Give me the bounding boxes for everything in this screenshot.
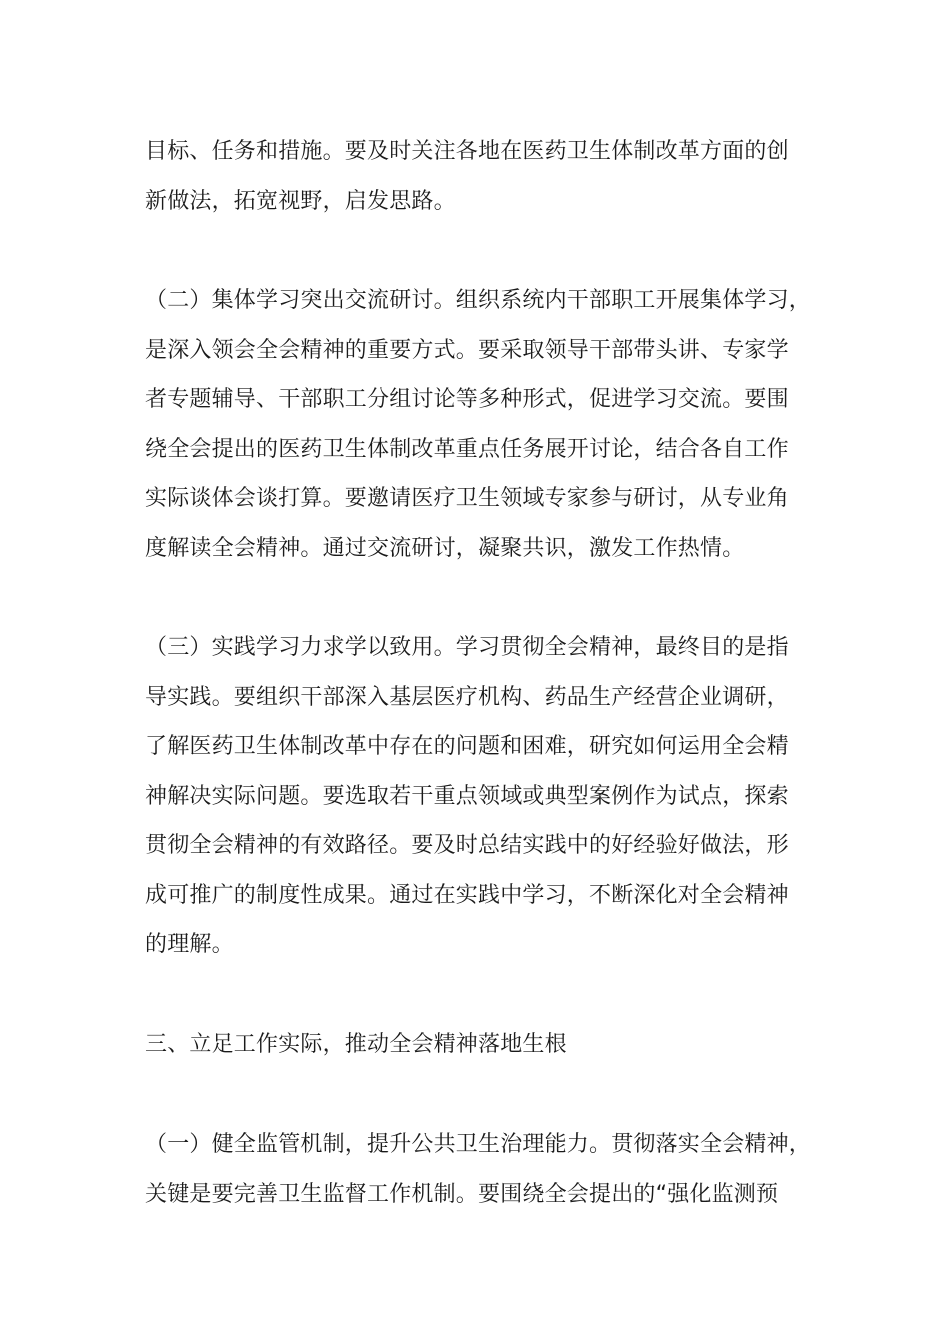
paragraph-3-line-1: （三）实践学习力求学以致用。学习贯彻全会精神，最终目的是指 bbox=[145, 635, 789, 660]
paragraph-5-line-2: 关键是要完善卫生监督工作机制。要围绕全会提出的“强化监测预 bbox=[145, 1182, 779, 1207]
paragraph-2-line-5: 实际谈体会谈打算。要邀请医疗卫生领域专家参与研讨，从专业角 bbox=[145, 486, 789, 511]
paragraph-3-line-7: 的理解。 bbox=[145, 932, 234, 957]
paragraph-2-line-2: 是深入领会全会精神的重要方式。要采取领导干部带头讲、专家学 bbox=[145, 338, 789, 363]
paragraph-2-line-4: 绕全会提出的医药卫生体制改革重点任务展开讨论，结合各自工作 bbox=[145, 437, 789, 462]
paragraph-3-line-2: 导实践。要组织干部深入基层医疗机构、药品生产经营企业调研， bbox=[145, 685, 789, 710]
section-heading: 三、立足工作实际，推动全会精神落地生根 bbox=[145, 1032, 567, 1057]
paragraph-3-line-5: 贯彻全会精神的有效路径。要及时总结实践中的好经验好做法，形 bbox=[145, 833, 789, 858]
paragraph-3-line-6: 成可推广的制度性成果。通过在实践中学习，不断深化对全会精神 bbox=[145, 883, 789, 908]
paragraph-1-line-2: 新做法，拓宽视野，启发思路。 bbox=[145, 189, 456, 214]
paragraph-3-line-4: 神解决实际问题。要选取若干重点领域或典型案例作为试点，探索 bbox=[145, 784, 789, 809]
paragraph-3-line-3: 了解医药卫生体制改革中存在的问题和困难，研究如何运用全会精 bbox=[145, 734, 789, 759]
paragraph-2-line-3: 者专题辅导、干部职工分组讨论等多种形式，促进学习交流。要围 bbox=[145, 387, 789, 412]
paragraph-5-line-1: （一）健全监管机制，提升公共卫生治理能力。贯彻落实全会精神， bbox=[145, 1132, 812, 1157]
paragraph-2-line-1: （二）集体学习突出交流研讨。组织系统内干部职工开展集体学习， bbox=[145, 288, 812, 313]
paragraph-2-line-6: 度解读全会精神。通过交流研讨，凝聚共识，激发工作热情。 bbox=[145, 536, 745, 561]
paragraph-1-line-1: 目标、任务和措施。要及时关注各地在医药卫生体制改革方面的创 bbox=[145, 139, 789, 164]
